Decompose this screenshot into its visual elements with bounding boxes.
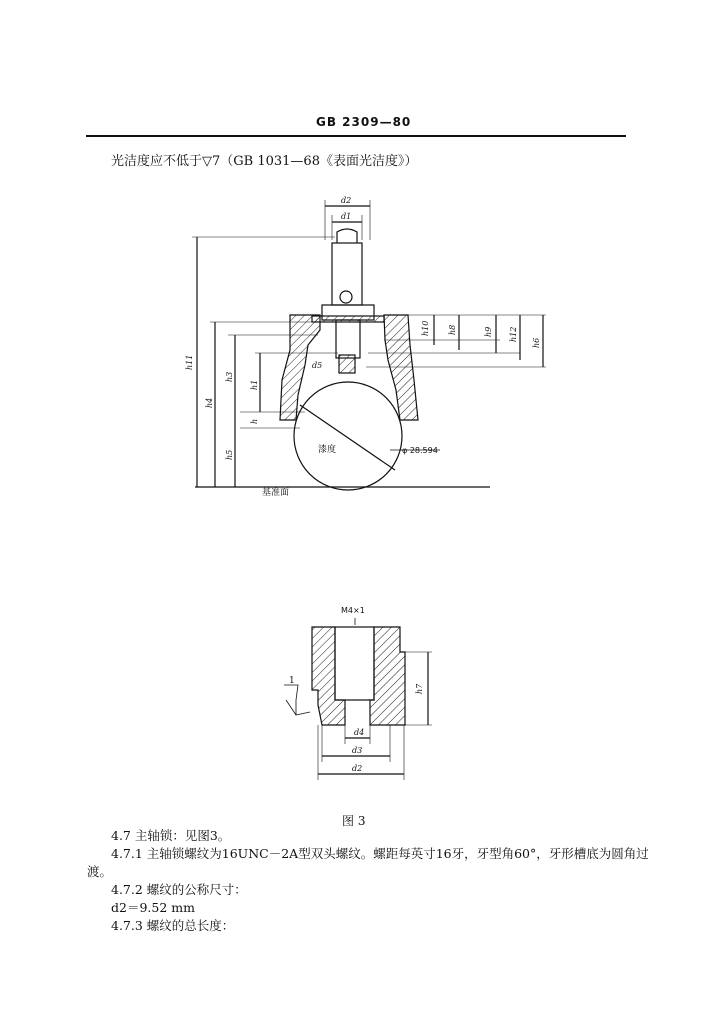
label-leader-1: 1	[289, 676, 295, 686]
figure-caption: 图 3	[342, 814, 366, 828]
spindle-lower	[336, 320, 360, 358]
label-h3: h3	[225, 371, 234, 382]
label-thread: M4×1	[341, 606, 365, 615]
label-h10: h10	[421, 320, 430, 336]
spindle-thread	[339, 355, 355, 373]
label-h11: h11	[185, 354, 194, 370]
label-h12: h12	[509, 326, 518, 342]
label-d2-top: d2	[341, 196, 352, 205]
label-h: h	[250, 418, 259, 424]
housing-right	[384, 315, 418, 420]
paragraph-4-7-1: 4.7.1 主轴锁螺纹为16UNC－2A型双头螺纹。螺距每英寸16牙，牙型角60°，牙形槽底为圆角过	[111, 846, 649, 861]
label-h8: h8	[448, 324, 457, 335]
paragraph-d2-value: d2＝9.52 mm	[111, 900, 195, 915]
paragraph-4-7-3: 4.7.3 螺纹的总长度：	[111, 918, 235, 933]
label-d1: d1	[341, 212, 352, 221]
thread-wall-left	[312, 627, 345, 725]
ball-diameter-line	[300, 405, 395, 470]
thread-section-drawing	[284, 618, 432, 780]
label-h9: h9	[484, 326, 493, 337]
label-d2-bottom: d2	[352, 764, 363, 773]
label-diameter: φ 28.594	[402, 446, 438, 455]
spindle-tip	[337, 229, 357, 243]
label-h4: h4	[205, 397, 214, 408]
label-h6: h6	[532, 337, 541, 348]
surface-finish-line: 光洁度应不低于▽7（GB 1031—68《表面光洁度》）	[111, 154, 418, 169]
label-note-left: 漆度	[318, 445, 337, 455]
label-h7: h7	[415, 683, 424, 694]
label-d5: d5	[312, 361, 323, 370]
spindle-hole	[340, 291, 352, 303]
label-datum: 基准面	[262, 488, 290, 498]
label-h1: h1	[250, 379, 259, 390]
paragraph-4-7: 4.7 主轴锁：见图3。	[111, 828, 231, 843]
top-assembly-drawing	[192, 200, 546, 490]
thread-bore	[335, 627, 374, 700]
label-d4: d4	[354, 728, 365, 737]
paragraph-4-7-1-cont: 渡。	[87, 864, 113, 879]
collar-flange	[312, 316, 384, 322]
thread-wall-right	[370, 627, 405, 725]
label-h5: h5	[225, 449, 234, 460]
ball-outline	[294, 382, 402, 490]
label-d3: d3	[352, 746, 363, 755]
spindle-shaft	[332, 243, 362, 305]
standard-code-header: GB 2309—80	[316, 115, 412, 129]
paragraph-4-7-2: 4.7.2 螺纹的公称尺寸：	[111, 882, 247, 897]
